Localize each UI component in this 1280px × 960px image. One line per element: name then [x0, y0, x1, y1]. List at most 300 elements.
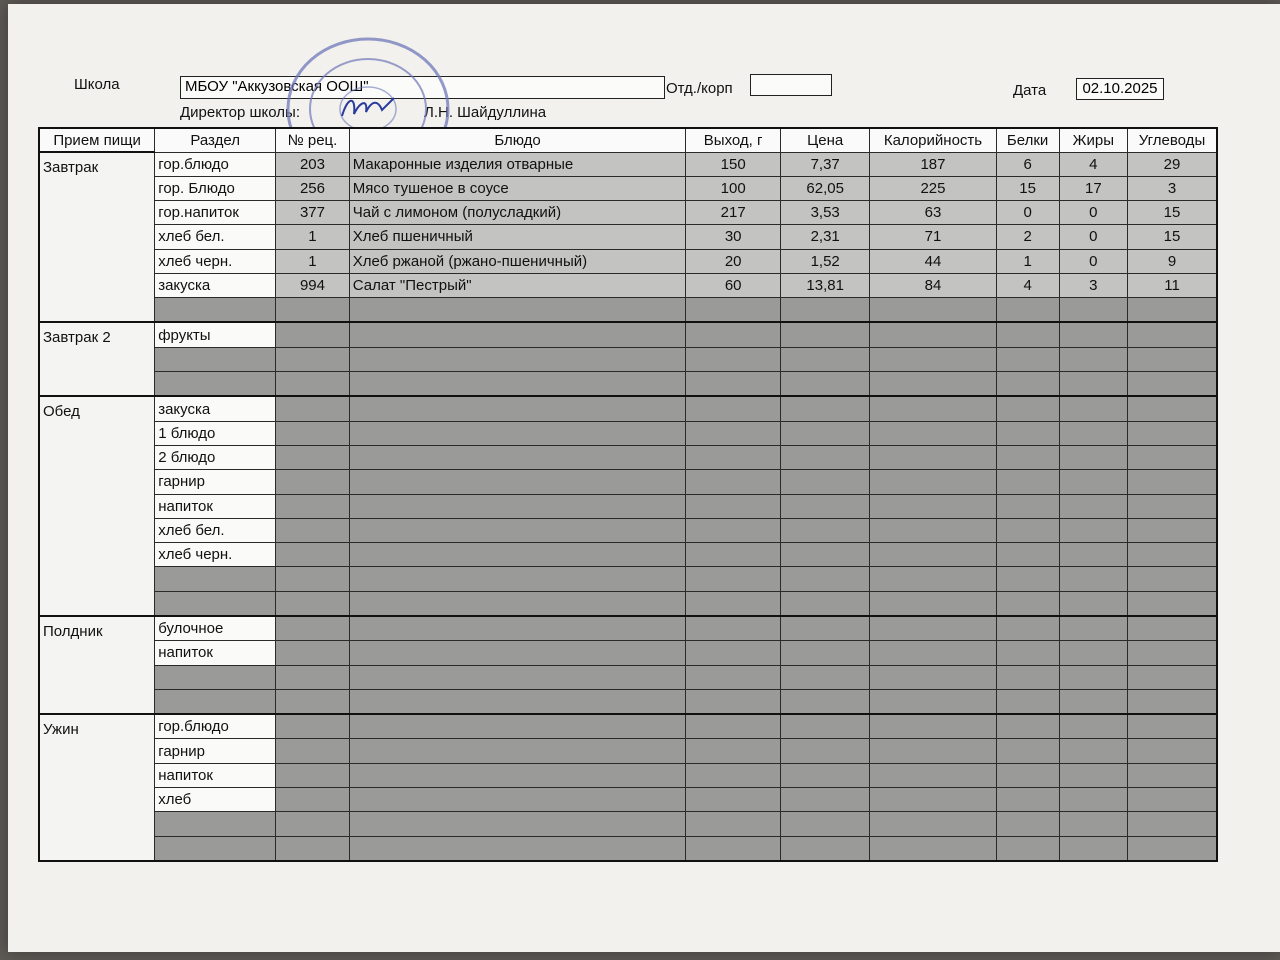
- empty-cell: [1128, 714, 1217, 739]
- empty-cell: [780, 836, 869, 861]
- table-cell: гарнир: [155, 470, 276, 494]
- empty-cell: [155, 812, 276, 836]
- empty-cell: [780, 763, 869, 787]
- empty-cell: [686, 445, 781, 469]
- empty-cell: [1059, 739, 1127, 763]
- table-cell: напиток: [155, 494, 276, 518]
- empty-cell: [780, 739, 869, 763]
- empty-cell: [686, 494, 781, 518]
- col-fat: Жиры: [1059, 128, 1127, 152]
- table-cell: 15: [1128, 225, 1217, 249]
- table-cell: напиток: [155, 763, 276, 787]
- table-row: [39, 298, 1217, 323]
- table-cell: 0: [996, 201, 1059, 225]
- table-row: [39, 201, 1217, 225]
- empty-cell: [996, 494, 1059, 518]
- table-cell: Чай с лимоном (полусладкий): [349, 201, 686, 225]
- empty-cell: [780, 347, 869, 371]
- table-row: [39, 494, 1217, 518]
- empty-cell: [1128, 445, 1217, 469]
- empty-cell: [1059, 421, 1127, 445]
- director-label: Директор школы:: [180, 104, 300, 121]
- col-section: Раздел: [155, 128, 276, 152]
- empty-cell: [870, 739, 996, 763]
- table-row: [39, 445, 1217, 469]
- meal-afternoon-snack: Полдник: [39, 616, 155, 714]
- table-cell: 0: [1059, 201, 1127, 225]
- empty-cell: [276, 322, 350, 347]
- empty-cell: [276, 470, 350, 494]
- empty-cell: [996, 714, 1059, 739]
- empty-cell: [686, 518, 781, 542]
- empty-cell: [1059, 567, 1127, 591]
- table-row: [39, 347, 1217, 371]
- empty-cell: [870, 836, 996, 861]
- table-cell: 15: [1128, 201, 1217, 225]
- empty-cell: [686, 322, 781, 347]
- empty-cell: [349, 470, 686, 494]
- table-cell: хлеб черн.: [155, 543, 276, 567]
- empty-cell: [686, 665, 781, 689]
- table-row: [39, 591, 1217, 616]
- empty-cell: [780, 714, 869, 739]
- empty-cell: [1128, 616, 1217, 641]
- table-cell: 1,52: [780, 249, 869, 273]
- empty-cell: [870, 543, 996, 567]
- empty-cell: [1059, 347, 1127, 371]
- empty-cell: [686, 347, 781, 371]
- empty-cell: [155, 665, 276, 689]
- table-row: [39, 616, 1217, 641]
- meal-breakfast: Завтрак: [39, 152, 155, 322]
- empty-cell: [686, 812, 781, 836]
- empty-cell: [276, 445, 350, 469]
- empty-cell: [870, 567, 996, 591]
- empty-cell: [870, 689, 996, 714]
- menu-table: [38, 127, 1218, 862]
- table-cell: 2,31: [780, 225, 869, 249]
- empty-cell: [780, 298, 869, 323]
- table-row: [39, 421, 1217, 445]
- empty-cell: [1128, 665, 1217, 689]
- table-row: [39, 152, 1217, 176]
- empty-cell: [1128, 591, 1217, 616]
- school-label: Школа: [74, 76, 120, 93]
- table-cell: 30: [686, 225, 781, 249]
- table-cell: закуска: [155, 396, 276, 421]
- empty-cell: [1128, 739, 1217, 763]
- empty-cell: [349, 739, 686, 763]
- empty-cell: [996, 298, 1059, 323]
- empty-cell: [996, 470, 1059, 494]
- empty-cell: [1059, 494, 1127, 518]
- table-row: [39, 273, 1217, 297]
- table-cell: Хлеб пшеничный: [349, 225, 686, 249]
- empty-cell: [780, 445, 869, 469]
- empty-cell: [686, 689, 781, 714]
- empty-cell: [780, 616, 869, 641]
- table-cell: закуска: [155, 273, 276, 297]
- empty-cell: [1128, 812, 1217, 836]
- table-row: [39, 176, 1217, 200]
- empty-cell: [686, 591, 781, 616]
- empty-cell: [155, 298, 276, 323]
- empty-cell: [996, 689, 1059, 714]
- table-cell: 1: [996, 249, 1059, 273]
- empty-cell: [1128, 470, 1217, 494]
- empty-cell: [870, 616, 996, 641]
- table-row: [39, 812, 1217, 836]
- empty-cell: [996, 567, 1059, 591]
- empty-cell: [155, 567, 276, 591]
- empty-cell: [349, 494, 686, 518]
- empty-cell: [996, 518, 1059, 542]
- empty-cell: [349, 763, 686, 787]
- empty-cell: [1128, 347, 1217, 371]
- table-cell: 17: [1059, 176, 1127, 200]
- empty-cell: [996, 372, 1059, 397]
- table-cell: булочное: [155, 616, 276, 641]
- empty-cell: [1059, 543, 1127, 567]
- empty-cell: [276, 396, 350, 421]
- empty-cell: [1059, 372, 1127, 397]
- empty-cell: [780, 470, 869, 494]
- table-cell: хлеб: [155, 787, 276, 811]
- empty-cell: [349, 421, 686, 445]
- empty-cell: [1128, 372, 1217, 397]
- table-cell: 9: [1128, 249, 1217, 273]
- empty-cell: [276, 518, 350, 542]
- empty-cell: [276, 714, 350, 739]
- table-cell: 217: [686, 201, 781, 225]
- empty-cell: [996, 322, 1059, 347]
- table-header-row: [39, 128, 1217, 152]
- empty-cell: [870, 494, 996, 518]
- empty-cell: [276, 543, 350, 567]
- empty-cell: [780, 812, 869, 836]
- empty-cell: [870, 421, 996, 445]
- empty-cell: [870, 787, 996, 811]
- table-cell: 2 блюдо: [155, 445, 276, 469]
- table-cell: 20: [686, 249, 781, 273]
- empty-cell: [870, 396, 996, 421]
- empty-cell: [276, 787, 350, 811]
- empty-cell: [1128, 396, 1217, 421]
- table-cell: 1: [276, 249, 350, 273]
- empty-cell: [996, 421, 1059, 445]
- empty-cell: [870, 763, 996, 787]
- empty-cell: [276, 836, 350, 861]
- empty-cell: [686, 836, 781, 861]
- empty-cell: [349, 445, 686, 469]
- empty-cell: [1059, 591, 1127, 616]
- table-cell: 3: [1059, 273, 1127, 297]
- table-cell: Макаронные изделия отварные: [349, 152, 686, 176]
- empty-cell: [276, 347, 350, 371]
- empty-cell: [870, 518, 996, 542]
- empty-cell: [686, 543, 781, 567]
- table-cell: 3,53: [780, 201, 869, 225]
- empty-cell: [1059, 616, 1127, 641]
- empty-cell: [780, 665, 869, 689]
- empty-cell: [349, 372, 686, 397]
- empty-cell: [1128, 787, 1217, 811]
- empty-cell: [276, 739, 350, 763]
- empty-cell: [1059, 689, 1127, 714]
- empty-cell: [349, 298, 686, 323]
- empty-cell: [996, 763, 1059, 787]
- table-cell: хлеб черн.: [155, 249, 276, 273]
- table-row: [39, 518, 1217, 542]
- empty-cell: [686, 298, 781, 323]
- empty-cell: [1059, 518, 1127, 542]
- empty-cell: [155, 372, 276, 397]
- table-row: [39, 836, 1217, 861]
- table-cell: гор.напиток: [155, 201, 276, 225]
- empty-cell: [686, 787, 781, 811]
- empty-cell: [686, 616, 781, 641]
- table-row: [39, 322, 1217, 347]
- department-field: [750, 74, 832, 96]
- table-cell: 62,05: [780, 176, 869, 200]
- table-cell: 150: [686, 152, 781, 176]
- col-carbs: Углеводы: [1128, 128, 1217, 152]
- empty-cell: [349, 396, 686, 421]
- table-cell: 203: [276, 152, 350, 176]
- table-row: [39, 763, 1217, 787]
- empty-cell: [1059, 836, 1127, 861]
- empty-cell: [870, 591, 996, 616]
- empty-cell: [780, 396, 869, 421]
- empty-cell: [780, 787, 869, 811]
- empty-cell: [780, 372, 869, 397]
- col-meal: Прием пищи: [39, 128, 155, 152]
- empty-cell: [780, 567, 869, 591]
- empty-cell: [996, 543, 1059, 567]
- empty-cell: [349, 518, 686, 542]
- table-cell: 4: [996, 273, 1059, 297]
- meal-dinner: Ужин: [39, 714, 155, 861]
- table-row: [39, 714, 1217, 739]
- empty-cell: [996, 445, 1059, 469]
- table-cell: хлеб бел.: [155, 225, 276, 249]
- empty-cell: [780, 591, 869, 616]
- table-row: [39, 225, 1217, 249]
- table-row: [39, 372, 1217, 397]
- table-cell: 100: [686, 176, 781, 200]
- col-dish: Блюдо: [349, 128, 686, 152]
- table-cell: 44: [870, 249, 996, 273]
- table-row: [39, 641, 1217, 665]
- table-cell: напиток: [155, 641, 276, 665]
- empty-cell: [686, 396, 781, 421]
- empty-cell: [276, 812, 350, 836]
- table-cell: 225: [870, 176, 996, 200]
- empty-cell: [1059, 322, 1127, 347]
- empty-cell: [780, 518, 869, 542]
- empty-cell: [870, 714, 996, 739]
- empty-cell: [686, 567, 781, 591]
- table-cell: 4: [1059, 152, 1127, 176]
- col-protein: Белки: [996, 128, 1059, 152]
- table-cell: 84: [870, 273, 996, 297]
- meal-breakfast-2: Завтрак 2: [39, 322, 155, 396]
- empty-cell: [870, 812, 996, 836]
- table-cell: 256: [276, 176, 350, 200]
- empty-cell: [996, 665, 1059, 689]
- empty-cell: [1128, 567, 1217, 591]
- table-cell: 3: [1128, 176, 1217, 200]
- empty-cell: [1059, 763, 1127, 787]
- table-cell: 187: [870, 152, 996, 176]
- empty-cell: [780, 543, 869, 567]
- empty-cell: [870, 372, 996, 397]
- empty-cell: [1059, 787, 1127, 811]
- table-cell: 7,37: [780, 152, 869, 176]
- empty-cell: [1128, 298, 1217, 323]
- col-calories: Калорийность: [870, 128, 996, 152]
- empty-cell: [996, 347, 1059, 371]
- table-cell: 13,81: [780, 273, 869, 297]
- table-cell: 71: [870, 225, 996, 249]
- empty-cell: [276, 763, 350, 787]
- col-price: Цена: [780, 128, 869, 152]
- menu-sheet: [8, 4, 1280, 952]
- empty-cell: [1128, 641, 1217, 665]
- table-cell: Хлеб ржаной (ржано-пшеничный): [349, 249, 686, 273]
- empty-cell: [1128, 689, 1217, 714]
- table-cell: гор. Блюдо: [155, 176, 276, 200]
- table-cell: фрукты: [155, 322, 276, 347]
- empty-cell: [349, 665, 686, 689]
- empty-cell: [276, 494, 350, 518]
- table-cell: Мясо тушеное в соусе: [349, 176, 686, 200]
- school-name-field: МБОУ "Аккузовская ООШ": [180, 76, 665, 99]
- empty-cell: [1059, 641, 1127, 665]
- empty-cell: [1128, 421, 1217, 445]
- table-cell: гор.блюдо: [155, 152, 276, 176]
- empty-cell: [276, 567, 350, 591]
- empty-cell: [686, 470, 781, 494]
- empty-cell: [1128, 494, 1217, 518]
- empty-cell: [996, 396, 1059, 421]
- table-cell: 2: [996, 225, 1059, 249]
- table-cell: 29: [1128, 152, 1217, 176]
- empty-cell: [686, 421, 781, 445]
- table-row: [39, 689, 1217, 714]
- empty-cell: [1128, 543, 1217, 567]
- empty-cell: [349, 836, 686, 861]
- table-cell: 377: [276, 201, 350, 225]
- table-cell: 60: [686, 273, 781, 297]
- table-row: [39, 567, 1217, 591]
- empty-cell: [276, 616, 350, 641]
- empty-cell: [276, 689, 350, 714]
- empty-cell: [1059, 298, 1127, 323]
- table-cell: Салат "Пестрый": [349, 273, 686, 297]
- empty-cell: [276, 372, 350, 397]
- table-row: [39, 787, 1217, 811]
- empty-cell: [349, 567, 686, 591]
- table-cell: 0: [1059, 225, 1127, 249]
- table-row: [39, 665, 1217, 689]
- table-row: [39, 249, 1217, 273]
- table-cell: 1 блюдо: [155, 421, 276, 445]
- date-label: Дата: [1013, 82, 1047, 99]
- table-row: [39, 470, 1217, 494]
- empty-cell: [1128, 836, 1217, 861]
- empty-cell: [349, 543, 686, 567]
- empty-cell: [1059, 714, 1127, 739]
- empty-cell: [780, 421, 869, 445]
- empty-cell: [1128, 322, 1217, 347]
- table-cell: 6: [996, 152, 1059, 176]
- empty-cell: [870, 298, 996, 323]
- empty-cell: [996, 739, 1059, 763]
- table-row: [39, 739, 1217, 763]
- empty-cell: [996, 641, 1059, 665]
- table-cell: 15: [996, 176, 1059, 200]
- empty-cell: [349, 616, 686, 641]
- empty-cell: [870, 445, 996, 469]
- table-cell: 0: [1059, 249, 1127, 273]
- empty-cell: [1128, 518, 1217, 542]
- empty-cell: [686, 763, 781, 787]
- empty-cell: [996, 812, 1059, 836]
- empty-cell: [349, 714, 686, 739]
- table-cell: 63: [870, 201, 996, 225]
- empty-cell: [686, 641, 781, 665]
- empty-cell: [155, 347, 276, 371]
- department-label: Отд./корп: [666, 80, 733, 97]
- empty-cell: [996, 787, 1059, 811]
- table-cell: 994: [276, 273, 350, 297]
- empty-cell: [1059, 665, 1127, 689]
- empty-cell: [155, 836, 276, 861]
- empty-cell: [155, 591, 276, 616]
- empty-cell: [780, 322, 869, 347]
- table-cell: 1: [276, 225, 350, 249]
- date-field: 02.10.2025: [1076, 78, 1164, 100]
- empty-cell: [349, 641, 686, 665]
- col-yield: Выход, г: [686, 128, 781, 152]
- empty-cell: [996, 591, 1059, 616]
- empty-cell: [870, 641, 996, 665]
- col-recipe-no: № рец.: [276, 128, 350, 152]
- table-cell: гарнир: [155, 739, 276, 763]
- empty-cell: [870, 322, 996, 347]
- empty-cell: [276, 641, 350, 665]
- empty-cell: [349, 787, 686, 811]
- empty-cell: [276, 421, 350, 445]
- empty-cell: [276, 665, 350, 689]
- empty-cell: [349, 591, 686, 616]
- empty-cell: [780, 689, 869, 714]
- empty-cell: [1059, 812, 1127, 836]
- director-name: Л.Н. Шайдуллина: [424, 104, 547, 121]
- empty-cell: [276, 591, 350, 616]
- empty-cell: [780, 494, 869, 518]
- empty-cell: [1059, 470, 1127, 494]
- empty-cell: [996, 836, 1059, 861]
- table-row: [39, 543, 1217, 567]
- empty-cell: [686, 372, 781, 397]
- table-cell: гор.блюдо: [155, 714, 276, 739]
- empty-cell: [1128, 763, 1217, 787]
- empty-cell: [349, 322, 686, 347]
- empty-cell: [349, 347, 686, 371]
- empty-cell: [996, 616, 1059, 641]
